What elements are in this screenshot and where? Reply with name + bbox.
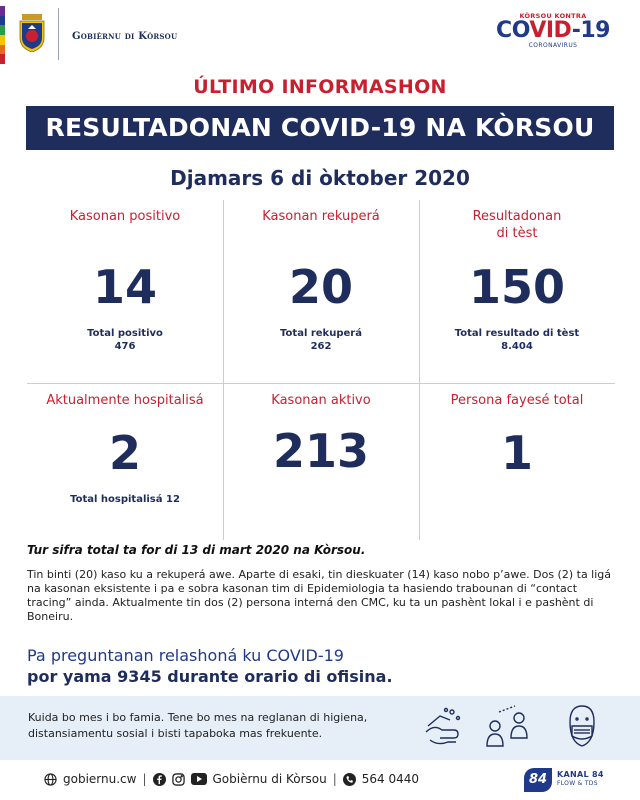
footer [0,762,640,800]
kanal84-badge: 84 [524,768,552,792]
face-mask-icon [560,702,604,752]
social-distancing-icon [485,702,529,752]
banner-title: RESULTADONAN COVID-19 NA KÒRSOU [26,106,614,150]
totals-note: Tur sifra total ta for di 13 di mart 2020 na Kòrsou. [27,543,366,557]
covid-campaign-logo [488,12,618,58]
phone-icon [343,773,356,786]
header [0,0,640,70]
flag-stripe [0,6,5,64]
question-block [27,645,617,687]
stat-tests [419,208,615,353]
kanal84-sub: FLOW & TDS [557,780,598,787]
youtube-icon[interactable] [191,773,207,785]
question-line-1: Pa preguntanan relashoná ku COVID-19 [27,646,344,665]
stat-active [223,392,419,477]
instagram-icon[interactable] [172,773,185,786]
campaign-bottom-text: CORONAVIRUS [528,42,578,49]
stat-deceased [419,392,615,479]
stat-value: 20 [288,260,353,314]
footer-website[interactable]: gobiernu.cw [63,772,137,786]
campaign-covid-text: COVID-19 [496,18,610,43]
stat-total-label: Total hospitalisá 12 [70,494,180,505]
stat-total-value: 262 [310,341,332,352]
advice-band [0,696,640,760]
stat-label: Resultadonan di tèst [472,209,562,241]
stat-value: 2 [108,426,141,480]
footer-separator: | [142,772,147,786]
stat-total-label: Total rekuperá [280,328,362,339]
government-name: Gobièrnu di Kòrsou [72,31,178,42]
stat-label: Kasonan positivo [69,209,181,224]
footer-phone[interactable]: 564 0440 [361,772,420,786]
globe-icon [44,773,57,786]
handwashing-icon [420,702,464,752]
stat-label: Persona fayesé total [450,393,584,408]
stat-total-label: Total resultado di tèst [454,328,580,339]
stat-recovered [223,208,419,353]
stat-value: 14 [92,260,157,314]
grid-divider [27,383,615,384]
campaign-top-text: KÒRSOU KONTRA [519,12,587,20]
stat-total-value: 476 [114,341,136,352]
kanal84-logo [524,766,614,796]
stat-total-label: Total positivo [87,328,163,339]
stat-label: Kasonan aktivo [271,393,371,408]
stat-total-value: 8.404 [501,341,533,352]
coat-of-arms-icon [19,14,45,52]
stat-label: Aktualmente hospitalisá [46,393,204,408]
stat-hospitalized [27,392,223,506]
facebook-icon[interactable] [153,773,166,786]
kanal84-name: KANAL 84 [557,770,604,779]
question-line-2: por yama 9345 durante orario di ofisina. [27,667,393,686]
stats-grid [27,200,615,540]
report-date: Djamars 6 di òktober 2020 [170,166,470,190]
header-divider [58,8,59,60]
stat-label: Kasonan rekuperá [262,209,380,224]
latest-label: ÚLTIMO INFORMASHON [193,76,447,98]
stat-positive [27,208,223,353]
body-paragraph: Tin binti (20) kaso ku a rekuperá awe. Aparte di esaki, tin dieskuater (14) kaso nobo p’awe. Dos (2) ta ligá na kasonan eksistente i pa e sobra kasonan tim di Epidemiologia ta hasiendo trabounan di “contact tracing” ainda. Aktualmente tin dos (2) persona interná den CMC, ku ta un pashènt lokal i e pashènt di Boneiru. [27,568,612,623]
footer-social-name[interactable]: Gobièrnu di Kòrsou [212,772,327,786]
stat-value: 150 [468,260,566,314]
stat-value: 1 [500,426,533,480]
stat-value: 213 [272,424,370,478]
advice-text: Kuida bo mes i bo famia. Tene bo mes na reglanan di higiena, distansiamentu sosial i bisti tapaboka mas frekuente. [28,711,368,740]
footer-separator: | [332,772,337,786]
